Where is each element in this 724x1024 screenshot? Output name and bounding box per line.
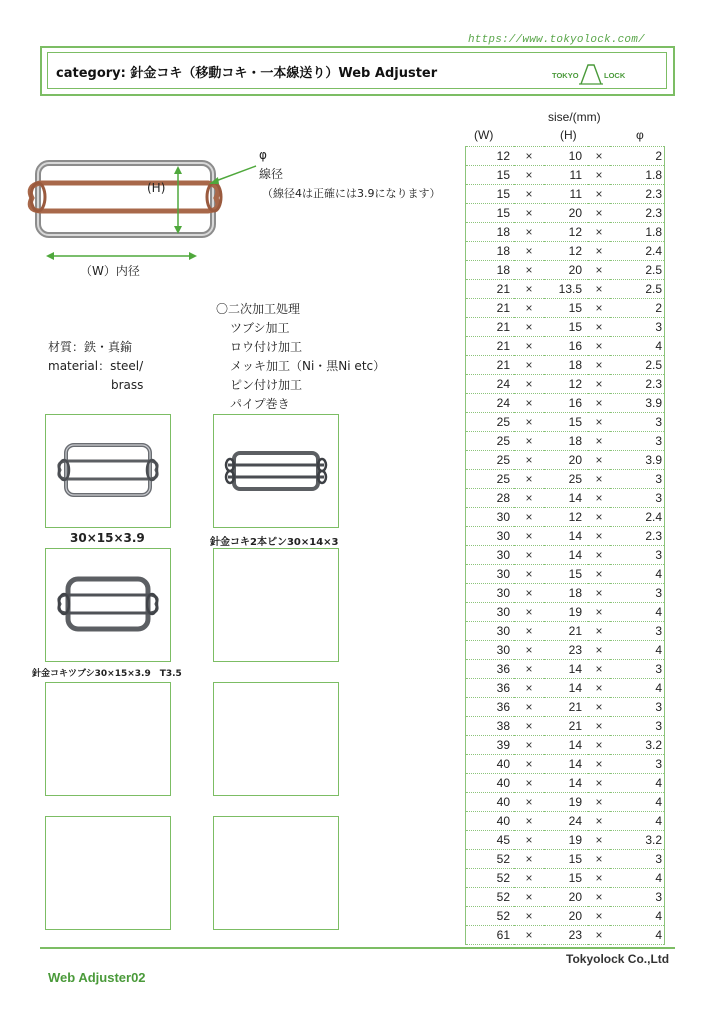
cell-height: 20: [544, 451, 588, 470]
cell-times: ×: [514, 223, 544, 242]
wire-diameter-label: 線径: [259, 167, 284, 181]
material-en-cont: brass: [111, 378, 144, 392]
cell-phi: 3: [610, 850, 665, 869]
cell-phi: 4: [610, 812, 665, 831]
cell-times: ×: [588, 736, 610, 755]
cell-times: ×: [588, 755, 610, 774]
cell-times: ×: [588, 413, 610, 432]
cell-phi: 4: [610, 793, 665, 812]
table-row: [466, 432, 665, 451]
cell-times: ×: [514, 869, 544, 888]
cell-times: ×: [588, 242, 610, 261]
cell-times: ×: [588, 679, 610, 698]
cell-phi: 4: [610, 603, 665, 622]
cell-height: 19: [544, 603, 588, 622]
product-photo-box-7: [45, 816, 171, 930]
cell-phi: 3: [610, 622, 665, 641]
cell-height: 15: [544, 869, 588, 888]
cell-times: ×: [588, 888, 610, 907]
table-row: [466, 470, 665, 489]
cell-phi: 3: [610, 470, 665, 489]
cell-height: 18: [544, 584, 588, 603]
cell-height: 14: [544, 546, 588, 565]
processing-item: パイプ巻き: [230, 397, 290, 411]
cell-height: 15: [544, 299, 588, 318]
product-photo-box-1: [45, 414, 171, 528]
cell-width: 30: [466, 546, 515, 565]
cell-times: ×: [588, 489, 610, 508]
cell-width: 18: [466, 242, 515, 261]
cell-times: ×: [514, 584, 544, 603]
cell-times: ×: [588, 337, 610, 356]
cell-phi: 2.5: [610, 356, 665, 375]
cell-times: ×: [588, 698, 610, 717]
cell-phi: 4: [610, 679, 665, 698]
table-row: [466, 394, 665, 413]
table-row: [466, 907, 665, 926]
cell-phi: 4: [610, 565, 665, 584]
product-photo-box-6: [213, 682, 339, 796]
cell-times: ×: [588, 394, 610, 413]
material-en: material：steel/: [48, 359, 144, 373]
cell-times: ×: [514, 850, 544, 869]
table-row: [466, 622, 665, 641]
cell-phi: 3: [610, 432, 665, 451]
cell-times: ×: [514, 926, 544, 945]
height-label: (H): [147, 181, 166, 195]
cell-times: ×: [514, 280, 544, 299]
cell-times: ×: [588, 907, 610, 926]
logo-mark-icon: [578, 62, 604, 86]
cell-height: 20: [544, 204, 588, 223]
table-row: [466, 736, 665, 755]
cell-width: 52: [466, 869, 515, 888]
cell-height: 12: [544, 508, 588, 527]
cell-width: 25: [466, 451, 515, 470]
cell-width: 30: [466, 622, 515, 641]
cell-times: ×: [588, 565, 610, 584]
material-jp: 材質：鉄・真鍮: [48, 340, 133, 354]
cell-times: ×: [514, 508, 544, 527]
product-caption-1: 30×15×3.9: [70, 531, 145, 545]
cell-height: 21: [544, 698, 588, 717]
cell-height: 18: [544, 432, 588, 451]
cell-height: 20: [544, 888, 588, 907]
cell-times: ×: [514, 261, 544, 280]
cell-phi: 3: [610, 546, 665, 565]
cell-height: 20: [544, 907, 588, 926]
cell-height: 14: [544, 489, 588, 508]
cell-times: ×: [588, 147, 610, 166]
cell-times: ×: [514, 641, 544, 660]
table-row: [466, 565, 665, 584]
cell-phi: 2.4: [610, 508, 665, 527]
table-row: [466, 318, 665, 337]
cell-times: ×: [514, 679, 544, 698]
table-row: [466, 717, 665, 736]
product-photo-box-8: [213, 816, 339, 930]
table-row: [466, 280, 665, 299]
cell-height: 15: [544, 318, 588, 337]
cell-width: 18: [466, 261, 515, 280]
table-row: [466, 451, 665, 470]
cell-phi: 3: [610, 318, 665, 337]
cell-width: 21: [466, 299, 515, 318]
cell-times: ×: [588, 166, 610, 185]
cell-times: ×: [588, 432, 610, 451]
cell-width: 39: [466, 736, 515, 755]
cell-phi: 2.3: [610, 185, 665, 204]
cell-height: 20: [544, 261, 588, 280]
cell-width: 40: [466, 812, 515, 831]
cell-times: ×: [588, 622, 610, 641]
cell-times: ×: [514, 660, 544, 679]
cell-times: ×: [588, 527, 610, 546]
cell-times: ×: [588, 299, 610, 318]
processing-item: ロウ付け加工: [230, 340, 303, 354]
cell-times: ×: [514, 888, 544, 907]
cell-phi: 1.8: [610, 166, 665, 185]
cell-width: 30: [466, 584, 515, 603]
cell-phi: 4: [610, 907, 665, 926]
processing-item: メッキ加工（Ni・黒Ni etc）: [230, 359, 386, 373]
cell-height: 19: [544, 793, 588, 812]
cell-height: 23: [544, 926, 588, 945]
table-row: [466, 698, 665, 717]
table-row: [466, 223, 665, 242]
cell-phi: 3: [610, 489, 665, 508]
cell-phi: 2.3: [610, 527, 665, 546]
cell-width: 45: [466, 831, 515, 850]
table-row: [466, 831, 665, 850]
cell-times: ×: [588, 774, 610, 793]
cell-phi: 2.5: [610, 261, 665, 280]
cell-width: 30: [466, 565, 515, 584]
cell-times: ×: [514, 736, 544, 755]
cell-height: 10: [544, 147, 588, 166]
table-row: [466, 337, 665, 356]
cell-times: ×: [514, 375, 544, 394]
table-row: [466, 204, 665, 223]
cell-phi: 2: [610, 299, 665, 318]
cell-width: 61: [466, 926, 515, 945]
cell-times: ×: [588, 584, 610, 603]
adjuster-diagram: [18, 150, 258, 270]
cell-phi: 3: [610, 584, 665, 603]
cell-times: ×: [588, 850, 610, 869]
col-header-phi: φ: [636, 128, 644, 142]
cell-height: 21: [544, 717, 588, 736]
table-row: [466, 774, 665, 793]
cell-height: 16: [544, 394, 588, 413]
product-photo-box-3: [45, 548, 171, 662]
cell-phi: 4: [610, 337, 665, 356]
cell-width: 15: [466, 204, 515, 223]
cell-phi: 2.3: [610, 204, 665, 223]
cell-phi: 3: [610, 755, 665, 774]
cell-times: ×: [514, 489, 544, 508]
cell-times: ×: [588, 660, 610, 679]
cell-phi: 3: [610, 888, 665, 907]
table-row: [466, 888, 665, 907]
cell-phi: 4: [610, 641, 665, 660]
table-row: [466, 489, 665, 508]
cell-width: 21: [466, 280, 515, 299]
cell-times: ×: [514, 812, 544, 831]
cell-width: 21: [466, 337, 515, 356]
cell-width: 30: [466, 641, 515, 660]
cell-phi: 3: [610, 413, 665, 432]
cell-height: 14: [544, 527, 588, 546]
cell-phi: 2.4: [610, 242, 665, 261]
cell-times: ×: [514, 242, 544, 261]
table-row: [466, 185, 665, 204]
table-row: [466, 375, 665, 394]
cell-height: 14: [544, 660, 588, 679]
cell-times: ×: [588, 470, 610, 489]
two-pin-adjuster-icon: [214, 415, 338, 527]
cell-height: 14: [544, 736, 588, 755]
cell-phi: 3: [610, 717, 665, 736]
cell-times: ×: [514, 356, 544, 375]
cell-height: 15: [544, 565, 588, 584]
table-row: [466, 584, 665, 603]
flattened-adjuster-icon: [46, 549, 170, 661]
adjuster-photo-icon: [46, 415, 170, 527]
table-row: [466, 641, 665, 660]
cell-width: 25: [466, 413, 515, 432]
size-unit-label: sise/(mm): [548, 110, 601, 124]
cell-times: ×: [514, 907, 544, 926]
table-row: [466, 603, 665, 622]
cell-height: 16: [544, 337, 588, 356]
table-row: [466, 850, 665, 869]
table-row: [466, 793, 665, 812]
cell-times: ×: [588, 185, 610, 204]
product-caption-2: 針金コキ2本ピン30×14×3: [210, 537, 339, 548]
table-row: [466, 755, 665, 774]
cell-height: 12: [544, 242, 588, 261]
table-row: [466, 242, 665, 261]
wire-diameter-note: （線径4は正確には3.9になります）: [262, 187, 441, 200]
cell-times: ×: [588, 280, 610, 299]
cell-times: ×: [588, 926, 610, 945]
cell-times: ×: [588, 812, 610, 831]
size-table: [465, 146, 665, 945]
cell-times: ×: [588, 508, 610, 527]
cell-width: 18: [466, 223, 515, 242]
company-name: Tokyolock Co.,Ltd: [566, 952, 670, 966]
product-photo-box-5: [45, 682, 171, 796]
cell-phi: 2.5: [610, 280, 665, 299]
cell-times: ×: [514, 413, 544, 432]
cell-phi: 3.9: [610, 451, 665, 470]
cell-height: 13.5: [544, 280, 588, 299]
cell-height: 23: [544, 641, 588, 660]
processing-title: 〇二次加工処理: [216, 302, 301, 316]
cell-times: ×: [514, 147, 544, 166]
cell-width: 36: [466, 698, 515, 717]
cell-width: 24: [466, 375, 515, 394]
cell-times: ×: [588, 831, 610, 850]
cell-times: ×: [588, 261, 610, 280]
footer-rule: [40, 947, 675, 949]
cell-height: 19: [544, 831, 588, 850]
document-id: Web Adjuster02: [48, 970, 146, 985]
table-row: [466, 508, 665, 527]
table-row: [466, 261, 665, 280]
cell-times: ×: [514, 432, 544, 451]
cell-width: 40: [466, 793, 515, 812]
table-row: [466, 812, 665, 831]
cell-times: ×: [514, 755, 544, 774]
cell-width: 36: [466, 660, 515, 679]
cell-width: 25: [466, 470, 515, 489]
cell-width: 25: [466, 432, 515, 451]
cell-phi: 3: [610, 698, 665, 717]
cell-times: ×: [588, 375, 610, 394]
cell-phi: 3: [610, 660, 665, 679]
cell-width: 15: [466, 185, 515, 204]
cell-width: 24: [466, 394, 515, 413]
cell-times: ×: [514, 451, 544, 470]
cell-times: ×: [514, 470, 544, 489]
cell-height: 14: [544, 774, 588, 793]
cell-width: 21: [466, 356, 515, 375]
cell-times: ×: [514, 546, 544, 565]
cell-times: ×: [514, 337, 544, 356]
cell-phi: 4: [610, 926, 665, 945]
processing-item: ピン付け加工: [230, 378, 303, 392]
cell-width: 30: [466, 527, 515, 546]
col-header-w: (W): [474, 128, 494, 142]
cell-height: 15: [544, 850, 588, 869]
cell-times: ×: [514, 603, 544, 622]
cell-width: 21: [466, 318, 515, 337]
cell-times: ×: [514, 698, 544, 717]
cell-width: 28: [466, 489, 515, 508]
cell-phi: 3.9: [610, 394, 665, 413]
cell-times: ×: [588, 451, 610, 470]
product-photo-box-4: [213, 548, 339, 662]
cell-phi: 2: [610, 147, 665, 166]
product-caption-3: 針金コキツブシ30×15×3.9 T3.5: [32, 669, 182, 679]
cell-height: 14: [544, 755, 588, 774]
cell-times: ×: [514, 831, 544, 850]
width-label: （W）内径: [80, 264, 140, 278]
cell-height: 12: [544, 223, 588, 242]
cell-times: ×: [514, 622, 544, 641]
cell-times: ×: [514, 318, 544, 337]
cell-times: ×: [514, 717, 544, 736]
slide-bar-shape: [30, 183, 218, 211]
cell-times: ×: [514, 394, 544, 413]
cell-width: 52: [466, 888, 515, 907]
cell-times: ×: [588, 204, 610, 223]
cell-phi: 2.3: [610, 375, 665, 394]
cell-height: 15: [544, 413, 588, 432]
cell-times: ×: [514, 793, 544, 812]
col-header-h: (H): [560, 128, 577, 142]
cell-height: 18: [544, 356, 588, 375]
page-title: category: 針金コキ（移動コキ・一本線送り）Web Adjuster: [56, 66, 438, 81]
cell-times: ×: [588, 717, 610, 736]
cell-times: ×: [588, 641, 610, 660]
cell-width: 38: [466, 717, 515, 736]
table-row: [466, 166, 665, 185]
cell-height: 14: [544, 679, 588, 698]
cell-times: ×: [514, 185, 544, 204]
cell-width: 40: [466, 755, 515, 774]
table-row: [466, 546, 665, 565]
table-row: [466, 926, 665, 945]
cell-times: ×: [588, 603, 610, 622]
cell-width: 15: [466, 166, 515, 185]
cell-times: ×: [588, 869, 610, 888]
cell-times: ×: [514, 166, 544, 185]
website-url[interactable]: https://www.tokyolock.com/: [468, 34, 645, 46]
table-row: [466, 413, 665, 432]
cell-width: 40: [466, 774, 515, 793]
cell-height: 11: [544, 166, 588, 185]
cell-phi: 3.2: [610, 831, 665, 850]
table-row: [466, 299, 665, 318]
cell-times: ×: [514, 299, 544, 318]
cell-width: 52: [466, 850, 515, 869]
cell-height: 24: [544, 812, 588, 831]
cell-width: 30: [466, 508, 515, 527]
cell-height: 12: [544, 375, 588, 394]
outer-frame-shape: [38, 163, 213, 235]
cell-times: ×: [588, 793, 610, 812]
processing-item: ツブシ加工: [230, 321, 290, 335]
cell-width: 12: [466, 147, 515, 166]
product-photo-box-2: [213, 414, 339, 528]
cell-times: ×: [514, 565, 544, 584]
table-row: [466, 527, 665, 546]
phi-label: φ: [259, 148, 267, 162]
cell-times: ×: [588, 546, 610, 565]
table-row: [466, 869, 665, 888]
cell-times: ×: [588, 356, 610, 375]
logo-text-right: LOCK: [604, 71, 626, 80]
tokyolock-logo: [552, 62, 642, 86]
cell-times: ×: [514, 204, 544, 223]
cell-times: ×: [514, 774, 544, 793]
cell-height: 25: [544, 470, 588, 489]
table-row: [466, 660, 665, 679]
table-row: [466, 147, 665, 166]
cell-times: ×: [514, 527, 544, 546]
cell-height: 21: [544, 622, 588, 641]
cell-times: ×: [588, 318, 610, 337]
table-row: [466, 356, 665, 375]
cell-width: 36: [466, 679, 515, 698]
cell-phi: 1.8: [610, 223, 665, 242]
cell-phi: 4: [610, 774, 665, 793]
table-row: [466, 679, 665, 698]
cell-width: 52: [466, 907, 515, 926]
cell-height: 11: [544, 185, 588, 204]
cell-width: 30: [466, 603, 515, 622]
cell-phi: 3.2: [610, 736, 665, 755]
cell-phi: 4: [610, 869, 665, 888]
logo-text-left: TOKYO: [552, 71, 579, 80]
cell-times: ×: [588, 223, 610, 242]
